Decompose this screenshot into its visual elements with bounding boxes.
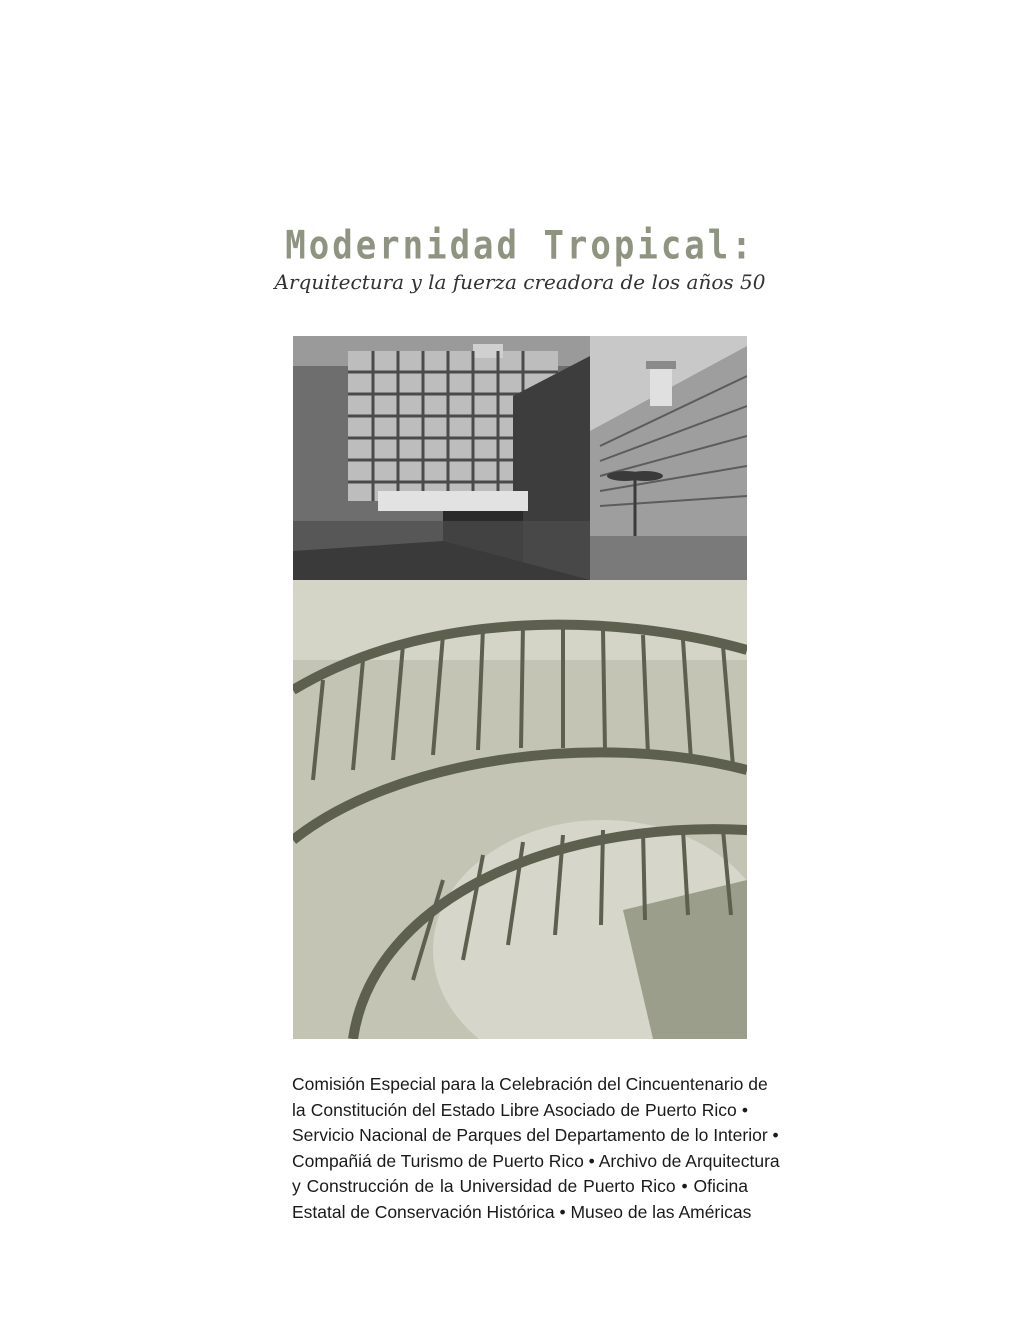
hotel-facade-photo	[293, 336, 590, 580]
credit-line: Compañiá de Turismo de Puerto Rico • Archivo de Arquitectura	[292, 1150, 780, 1171]
credit-line: la Constitución del Estado Libre Asociado de Puerto Rico •	[292, 1099, 748, 1120]
building-palm-photo	[590, 336, 747, 580]
cover-title: Modernidad Tropical:	[285, 223, 755, 269]
cover-subtitle: Arquitectura y la fuerza creadora de los años 50	[274, 270, 766, 294]
credit-line: Estatal de Conservación Histórica • Museo de las Américas	[292, 1201, 752, 1222]
credit-line: Servicio Nacional de Parques del Departamento de lo Interior •	[292, 1125, 779, 1145]
credit-line: y Construcción de la Universidad de Puerto Rico • Oficina	[292, 1176, 748, 1196]
spiral-staircase-photo	[293, 580, 747, 1039]
credit-line: Comisión Especial para la Celebración del Cincuentenario de	[292, 1074, 768, 1094]
publisher-credits	[292, 1072, 780, 1225]
